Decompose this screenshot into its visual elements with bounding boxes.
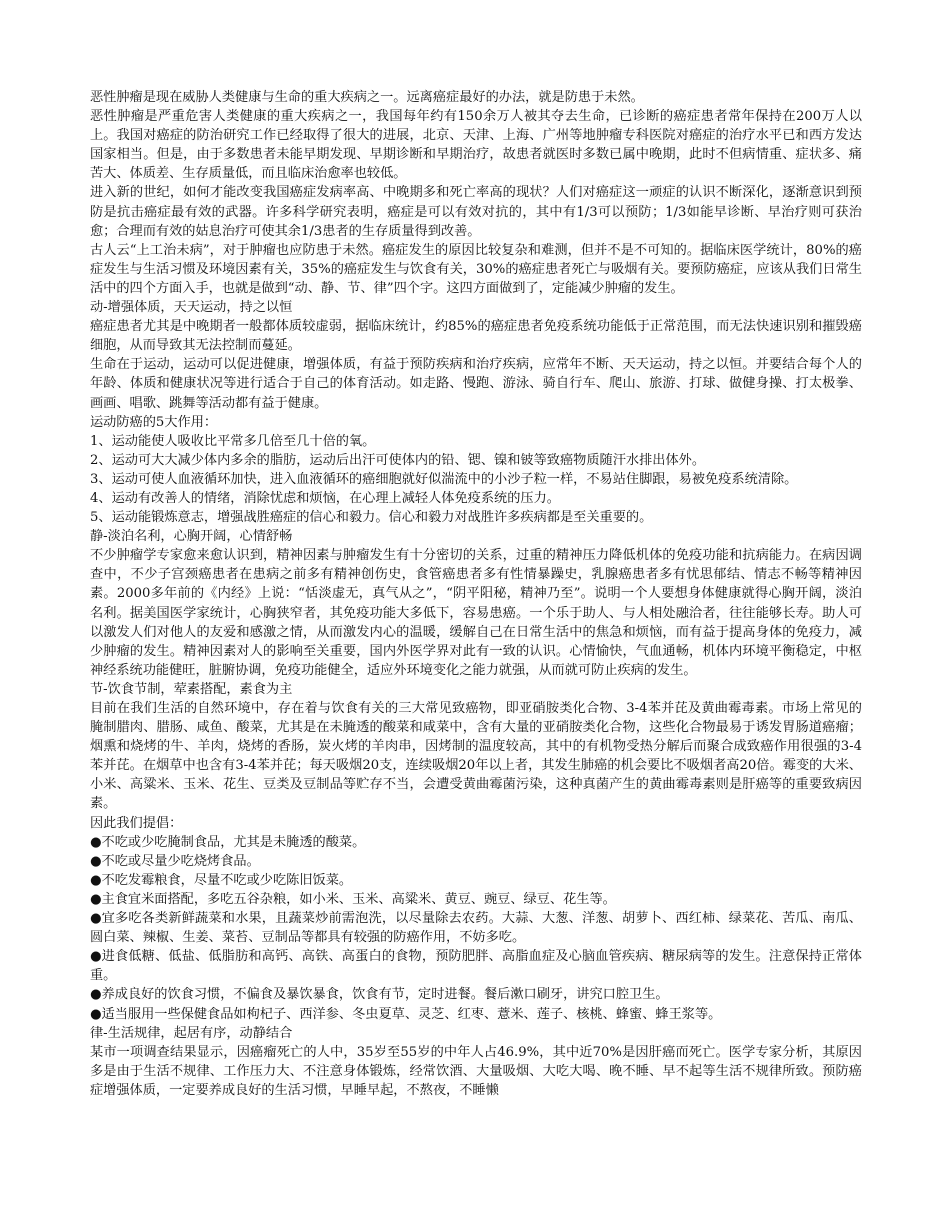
bullet-item: ●不吃或少吃腌制食品，尤其是未腌透的酸菜。 xyxy=(90,834,366,850)
bullet-item: ●宜多吃各类新鲜蔬菜和水果，且蔬菜炒前需泡洗，以尽量除去农药。大蒜、大葱、洋葱、胡萝卜、西红柿、绿菜花、苦瓜、南瓜、圆白菜、辣椒、生姜、菜苔、豆制品等都具有较强的防癌作用，不妨多吃。 xyxy=(90,911,862,946)
bullet-item: ●不吃或尽量少吃烧烤食品。 xyxy=(90,853,260,869)
numbered-item: 2、运动可大大减少体内多余的脂肪，运动后出汗可使体内的铅、锶、镍和铍等致癌物质随汗水排出体外。 xyxy=(90,452,706,468)
bullet-item: ●养成良好的饮食习惯，不偏食及暴饮暴食，饮食有节，定时进餐。餐后漱口刷牙，讲究口腔卫生。 xyxy=(90,987,669,1003)
numbered-item: 3、运动可使人血液循环加快，进入血液循环的癌细胞就好似湍流中的小沙子粒一样，不易站住脚跟，易被免疫系统清除。 xyxy=(90,471,798,487)
bullet-item: ●主食宜米面搭配，多吃五谷杂粮，如小米、玉米、高粱米、黄豆、豌豆、绿豆、花生等。 xyxy=(90,891,616,907)
document-body xyxy=(90,88,862,1100)
body-paragraph: 生命在于运动，运动可以促进健康，增强体质，有益于预防疾病和治疗疾病，应常年不断、天天运动，持之以恒。并要结合每个人的年龄、体质和健康状况等进行适合于自己的体育活动。如走路、慢跑、游泳、骑自行车、爬山、旅游、打球、做健身操、打太极拳、画画、唱歌、跳舞等活动都有益于健康。 xyxy=(90,357,862,411)
numbered-item: 4、运动有改善人的情绪，消除忧虑和烦恼，在心理上减轻人体免疫系统的压力。 xyxy=(90,490,560,506)
body-paragraph: 不少肿瘤学专家愈来愈认识到，精神因素与肿瘤发生有十分密切的关系，过重的精神压力降低机体的免疫功能和抗病能力。在病因调查中，不少子宫颈癌患者在患病之前多有精神创伤史，食管癌患者多有性情暴躁史，乳腺癌患者多有忧思郁结、情志不畅等精神因素。2000多年前的《内经》上说：“恬淡虚无，真气从之”，“阴平阳秘，精神乃至”。说明一个人要想身体健康就得心胸开阔，淡泊名利。据美国医学家统计，心胸狭窄者，其免疫功能大多低下，容易患癌。一个乐于助人、与人相处融洽者，往往能够长寿。助人可以激发人们对他人的友爱和感激之情，从而激发内心的温暖，缓解自己在日常生活中的焦急和烦恼，而有益于提高身体的免疫力，减少肿瘤的发生。精神因素对人的影响至关重要，国内外医学界对此有一致的认识。心情愉快，气血通畅，机体内环境平衡稳定，中枢神经系统功能健旺，脏腑协调，免疫功能健全，适应外环境变化之能力就强，从而就可防止疾病的发生。 xyxy=(90,548,862,678)
body-paragraph: 目前在我们生活的自然环境中，存在着与饮食有关的三大常见致癌物，即亚硝胺类化合物、3-4苯并芘及黄曲霉毒素。市场上常见的腌制腊肉、腊肠、咸鱼、酸菜，尤其是在未腌透的酸菜和咸菜中，含有大量的亚硝胺类化合物，这些化合物最易于诱发胃肠道癌瘤；烟熏和烧烤的牛、羊肉，烧烤的香肠，炭火烤的羊肉串，因烤制的温度较高，其中的有机物受热分解后而聚合成致癌作用很强的3-4苯并芘。在烟草中也含有3-4苯并芘；每天吸烟20支，连续吸烟20年以上者，其发生肺癌的机会要比不吸烟者高20倍。霉变的大米、小米、高粱米、玉米、花生、豆类及豆制品等贮存不当，会遭受黄曲霉菌污染，这种真菌产生的黄曲霉毒素则是肝癌等的重要致病因素。 xyxy=(90,701,862,812)
bullet-item: ●进食低糖、低盐、低脂肪和高钙、高铁、高蛋白的食物，预防肥胖、高脂血症及心脑血管疾病、糖尿病等的发生。注意保持正常体重。 xyxy=(90,949,862,984)
intro-sentence: 恶性肿瘤是现在威胁人类健康与生命的重大疾病之一。远离癌症最好的办法，就是防患于未然。 xyxy=(90,90,644,105)
section-heading-jing: 静-淡泊名利，心胸开阔，心情舒畅 xyxy=(90,529,293,545)
numbered-item: 1、运动能使人吸收比平常多几倍至几十倍的氧。 xyxy=(90,433,376,449)
body-paragraph: 癌症患者尤其是中晚期者一般都体质较虚弱，据临床统计，约85%的癌症患者免疫系统功能低于正常范围，而无法快速识别和摧毁癌细胞，从而导致其无法控制而蔓延。 xyxy=(90,319,862,354)
body-paragraph: 古人云“上工治未病”，对于肿瘤也应防患于未然。癌症发生的原因比较复杂和难测，但并不是不可知的。据临床医学统计，80%的癌症发生与生活习惯及环境因素有关，35%的癌症发生与饮食有关，30%的癌症患者死亡与吸烟有关。要预防癌症，应该从我们日常生活中的四个方面入手，也就是做到“动、静、节、律”四个字。这四方面做到了，定能减少肿瘤的发生。 xyxy=(90,242,862,296)
bullet-item: ●不吃发霉粮食，尽量不吃或少吃陈旧饭菜。 xyxy=(90,872,353,888)
section-heading-lv: 律-生活规律，起居有序，动静结合 xyxy=(90,1025,293,1041)
numbered-item: 5、运动能锻炼意志，增强战胜癌症的信心和毅力。信心和毅力对战胜许多疾病都是至关重要的。 xyxy=(90,510,653,526)
section-heading-jie: 节-饮食节制，荤素搭配，素食为主 xyxy=(90,681,293,697)
section-heading-dong: 动-增强体质，天天运动，持之以恒 xyxy=(90,300,293,316)
list-intro: 因此我们提倡： xyxy=(90,815,183,831)
bullet-item: ●适当服用一些保健食品如枸杞子、西洋参、冬虫夏草、灵芝、红枣、薏米、莲子、核桃、蜂蜜、蜂王浆等。 xyxy=(90,1006,722,1022)
body-paragraph: 某市一项调查结果显示，因癌瘤死亡的人中，35岁至55岁的中年人占46.9%，其中近70%是因肝癌而死亡。医学专家分析，其原因多是由于生活不规律、工作压力大、不注意身体锻炼，经常饮酒、大量吸烟、大吃大喝、晚不睡、早不起等生活不规律所致。预防癌症增强体质，一定要养成良好的生活习惯，早睡早起，不熬夜，不睡懒 xyxy=(90,1044,862,1098)
body-paragraph: 进入新的世纪，如何才能改变我国癌症发病率高、中晚期多和死亡率高的现状？人们对癌症这一顽症的认识不断深化，逐渐意识到预防是抗击癌症最有效的武器。许多科学研究表明，癌症是可以有效对抗的，其中有1/3可以预防；1/3如能早诊断、早治疗则可获治愈；合理而有效的姑息治疗可使其余1/3患者的生存质量得到改善。 xyxy=(90,185,862,239)
list-intro: 运动防癌的5大作用： xyxy=(90,414,218,430)
body-paragraph: 恶性肿瘤是严重危害人类健康的重大疾病之一，我国每年约有150余万人被其夺去生命，已诊断的癌症患者常年保持在200万人以上。我国对癌症的防治研究工作已经取得了很大的进展，北京、天津、上海、广州等地肿瘤专科医院对癌症的治疗水平已和西方发达国家相当。但是，由于多数患者未能早期发现、早期诊断和早期治疗，故患者就医时多数已属中晚期，此时不但病情重、症状多、痛苦大、体质差、生存质量低，而且临床治愈率也较低。 xyxy=(90,109,862,182)
